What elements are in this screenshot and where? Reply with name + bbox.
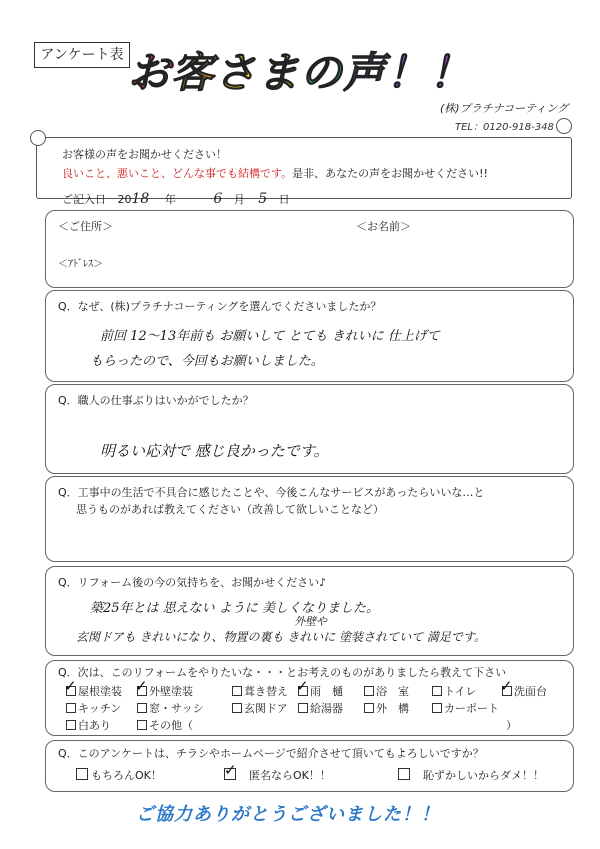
answer-4-line-1: 築25年とは 思えない ように 美しくなりました。 xyxy=(90,601,379,616)
option-label: 給湯器 xyxy=(310,702,343,715)
option-label: カーポート xyxy=(444,702,499,715)
question-1: Q．なぜ、(株)プラチナコーティングを選んでくださいましたか？ xyxy=(58,300,382,313)
option-label: その他（ xyxy=(149,719,193,732)
scroll-curl-right xyxy=(556,118,572,134)
option-window-sash[interactable] xyxy=(137,700,204,716)
question-3-line-1: Q．工事中の生活で不具合に感じたことや、今後こんなサービスがあったらいいな…と xyxy=(58,486,485,499)
title-char-3: ま xyxy=(257,48,301,97)
option-anonymous-ok[interactable] xyxy=(224,767,331,783)
question-2: Q．職人の仕事ぶりはいかがでしたか？ xyxy=(58,394,254,407)
entry-date xyxy=(62,191,290,207)
company-name: (株)プラチナコーティング xyxy=(440,102,569,115)
checkbox[interactable] xyxy=(137,720,147,730)
title-char-0: お xyxy=(128,48,172,97)
checkbox[interactable] xyxy=(66,703,76,713)
checkbox[interactable] xyxy=(66,720,76,730)
option-reroofing[interactable] xyxy=(232,683,288,699)
option-entrance-door[interactable] xyxy=(232,700,288,716)
option-water-heater[interactable] xyxy=(298,700,343,716)
option-label: 浴 室 xyxy=(376,685,409,698)
option-label: 雨 樋 xyxy=(310,685,343,698)
option-label: 葺き替え xyxy=(244,685,288,698)
option-toilet[interactable] xyxy=(432,683,476,699)
page-title xyxy=(128,40,472,100)
check-wall-painting: ✓ xyxy=(135,677,148,695)
option-label: 屋根塗装 xyxy=(78,685,122,698)
scroll-curl-left xyxy=(30,130,46,146)
intro-emphasis: 良いこと、悪いこと、どんな事でも結構です。 xyxy=(62,167,293,180)
checkbox[interactable] xyxy=(398,768,410,780)
option-label: 白あり xyxy=(78,719,111,732)
question-6: Q．このアンケートは、チラシやホームページで紹介させて頂いてもよろしいですか？ xyxy=(58,747,484,760)
option-no[interactable] xyxy=(398,767,544,783)
option-label: 洗面台 xyxy=(514,685,547,698)
title-char-7: ！ xyxy=(429,48,473,97)
checkbox[interactable] xyxy=(432,703,442,713)
checkbox[interactable] xyxy=(137,703,147,713)
intro-request: 是非、あなたの声をお聞かせください!! xyxy=(292,167,488,180)
checkbox[interactable] xyxy=(298,703,308,713)
check-anonymous-ok: ✓ xyxy=(224,761,237,779)
option-label: 外壁塗装 xyxy=(149,685,193,698)
option-label: もちろんOK！ xyxy=(91,769,162,782)
phone-number: TEL：0120-918-348 xyxy=(455,122,554,133)
survey-tag: アンケート表 xyxy=(34,42,130,68)
question-4: Q．リフォーム後の今の気持ちを、お聞かせください♪ xyxy=(58,576,327,589)
day-label: 日 xyxy=(278,193,290,206)
option-ok[interactable] xyxy=(76,767,162,783)
option-exterior[interactable] xyxy=(364,700,409,716)
checkbox[interactable] xyxy=(364,703,374,713)
option-other-close: ） xyxy=(506,719,517,732)
checkbox[interactable] xyxy=(76,768,88,780)
option-kitchen[interactable] xyxy=(66,700,121,716)
name-label: ＜お名前＞ xyxy=(356,220,411,233)
option-label: 外 構 xyxy=(376,702,409,715)
option-label: 窓・サッシ xyxy=(149,702,204,715)
checkbox[interactable] xyxy=(432,686,442,696)
month-label: 月 xyxy=(233,193,245,206)
answer-1-line-2: もらったので、今回もお願いしました。 xyxy=(90,354,324,369)
check-gutter: ✓ xyxy=(296,677,309,695)
option-label: 匿名ならOK！！ xyxy=(249,769,331,782)
option-label: トイレ xyxy=(444,685,477,698)
year-label: 年 xyxy=(164,193,176,206)
answer-2: 明るい応対で 感じ良かったです。 xyxy=(100,442,329,460)
year-prefix: 20 xyxy=(117,193,132,206)
checkbox[interactable] xyxy=(364,686,374,696)
option-label: キッチン xyxy=(78,702,122,715)
question-3-line-2: 思うものがあれば教えてください（改善して欲しいことなど） xyxy=(76,503,384,516)
option-label: 玄関ドア xyxy=(244,702,288,715)
title-char-4: の xyxy=(300,48,344,97)
answer-4-insert: 外壁や xyxy=(294,615,327,628)
option-bathroom[interactable] xyxy=(364,683,409,699)
day-value: 5 xyxy=(258,191,268,207)
checkbox[interactable] xyxy=(232,686,242,696)
address-kana-label: ＜ｱﾄﾞﾚｽ＞ xyxy=(58,259,103,270)
question-5: Q．次は、このリフォームをやりたいな・・・とお考えのものがありましたら教えて下さい xyxy=(58,666,507,679)
option-label: 恥ずかしいからダメ！！ xyxy=(423,769,544,782)
check-roof-painting: ✓ xyxy=(64,677,77,695)
title-char-1: 客 xyxy=(171,48,215,97)
check-washbasin: ✓ xyxy=(500,677,513,695)
option-carport[interactable] xyxy=(432,700,499,716)
intro-line-2 xyxy=(62,165,488,181)
option-other[interactable] xyxy=(137,717,193,733)
intro-line-1: お客様の声をお聞かせください！ xyxy=(62,148,227,161)
date-label: ご記入日 xyxy=(62,193,106,206)
checkbox[interactable] xyxy=(232,703,242,713)
answer-1-line-1: 前回 12～13年前も お願いして とても きれいに 仕上げて xyxy=(100,329,440,344)
title-char-2: さ xyxy=(214,48,258,97)
option-termite[interactable] xyxy=(66,717,111,733)
title-char-6: ！ xyxy=(386,48,430,97)
title-char-5: 声 xyxy=(343,48,387,97)
year-value: 18 xyxy=(131,191,150,207)
answer-4-line-2: 玄関ドアも きれいになり、物置の裏も きれいに 塗装されていて 満足です。 xyxy=(76,630,486,644)
thanks-message: ご協力ありがとうございました！！ xyxy=(136,804,440,825)
address-box xyxy=(45,210,574,288)
address-label: ＜ご住所＞ xyxy=(58,220,113,233)
month-value: 6 xyxy=(213,191,223,207)
